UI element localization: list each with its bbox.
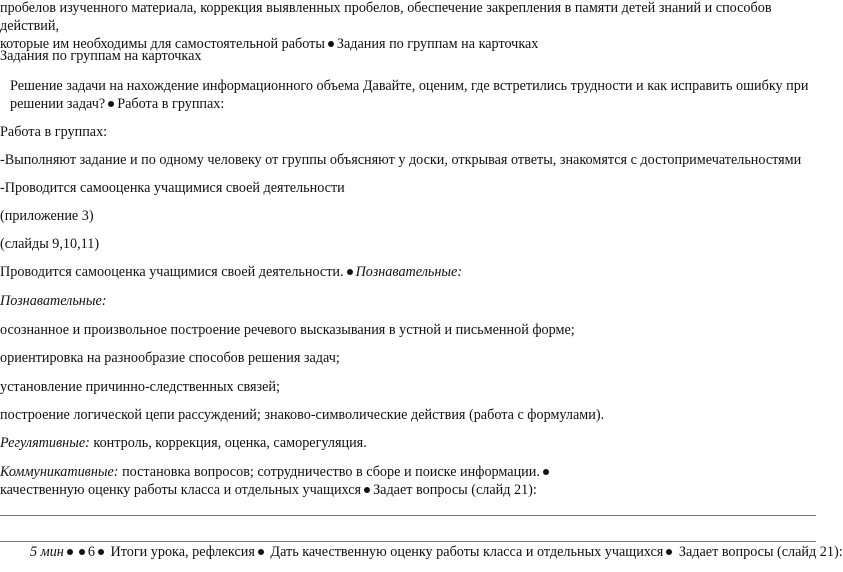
duration-cell: 5 мин	[30, 544, 64, 560]
bullet-dot	[258, 549, 264, 555]
step-task: Дать качественную оценку работы класса и отдельных учащихся	[270, 544, 664, 560]
group-work-heading: Работа в группах:	[0, 124, 108, 140]
text-line: осознанное и произвольное построение речевого высказывания в устной и письменной форме;	[0, 322, 575, 338]
questions-text: Задает вопросы (слайд 21):	[373, 482, 537, 498]
bullet-dot	[79, 549, 85, 555]
cognitive-label: Познавательные:	[355, 264, 463, 280]
selfassessment-text: Проводится самооценка учащимися своей деятельности.	[0, 264, 344, 280]
step-number: 6	[87, 544, 95, 560]
communicative-text: постановка вопросов; сотрудничество в сборе и поиске информации.	[118, 464, 540, 480]
paragraph-problem	[10, 77, 812, 113]
paragraph-evaluation	[0, 481, 812, 499]
bullet-dot	[347, 269, 353, 275]
paragraph-regulatory	[0, 434, 812, 452]
intro-text: пробелов изученного материала, коррекция выявленных пробелов, обеспечение закрепления в памяти детей знаний и способов действий,	[0, 0, 772, 34]
bullet-dot	[666, 549, 672, 555]
text-line: -Выполняют задание и по одному человеку от группы объясняют у доски, открывая ответы, знакомятся с достопримечательностями	[0, 152, 802, 168]
text-line: установление причинно-следственных связей;	[0, 379, 280, 395]
text-line: (слайды 9,10,11)	[0, 236, 100, 252]
table-row	[30, 543, 843, 561]
bullet-dot	[328, 41, 334, 47]
bullet-dot	[364, 487, 370, 493]
problem-text: Решение задачи на нахождение информационного объема Давайте, оценим, где встретились трудности и как исправить ошибку при	[10, 78, 809, 94]
bullet-dot	[67, 549, 73, 555]
intro-tasks-text: Задания по группам на карточках	[336, 36, 539, 52]
table-rule	[0, 515, 816, 516]
bullet-dot	[98, 549, 104, 555]
paragraph-selfassessment	[0, 263, 812, 281]
text-line: ориентировка на разнообразие способов решения задач;	[0, 350, 340, 366]
text-line: -Проводится самооценка учащимися своей деятельности	[0, 180, 345, 196]
table-rule	[0, 541, 816, 542]
text-line: (приложение 3)	[0, 208, 94, 224]
tasks-heading: Задания по группам на карточках	[0, 48, 202, 64]
group-work-text: Работа в группах:	[117, 96, 225, 112]
bullet-dot	[108, 101, 114, 107]
bullet-dot	[543, 469, 549, 475]
cognitive-heading-text: Познавательные:	[0, 293, 107, 309]
regulatory-label: Регулятивные:	[0, 435, 90, 451]
paragraph-communicative	[0, 463, 812, 481]
communicative-label: Коммуникативные:	[0, 464, 119, 480]
step-title: Итоги урока, рефлексия	[110, 544, 255, 560]
evaluation-text: качественную оценку работы класса и отдельных учащихся	[0, 482, 362, 498]
text-line: построение логической цепи рассуждений; знаково-символические действия (работа с формулами).	[0, 407, 605, 423]
cognitive-heading	[0, 292, 812, 310]
intro-text-cont: которые им необходимы для самостоятельной работы	[0, 36, 325, 52]
problem-text-cont: решении задач?	[10, 96, 106, 112]
step-questions: Задает вопросы (слайд 21):	[678, 544, 843, 560]
regulatory-text: контроль, коррекция, оценка, саморегуляция.	[89, 435, 367, 451]
paragraph-intro	[0, 0, 812, 53]
